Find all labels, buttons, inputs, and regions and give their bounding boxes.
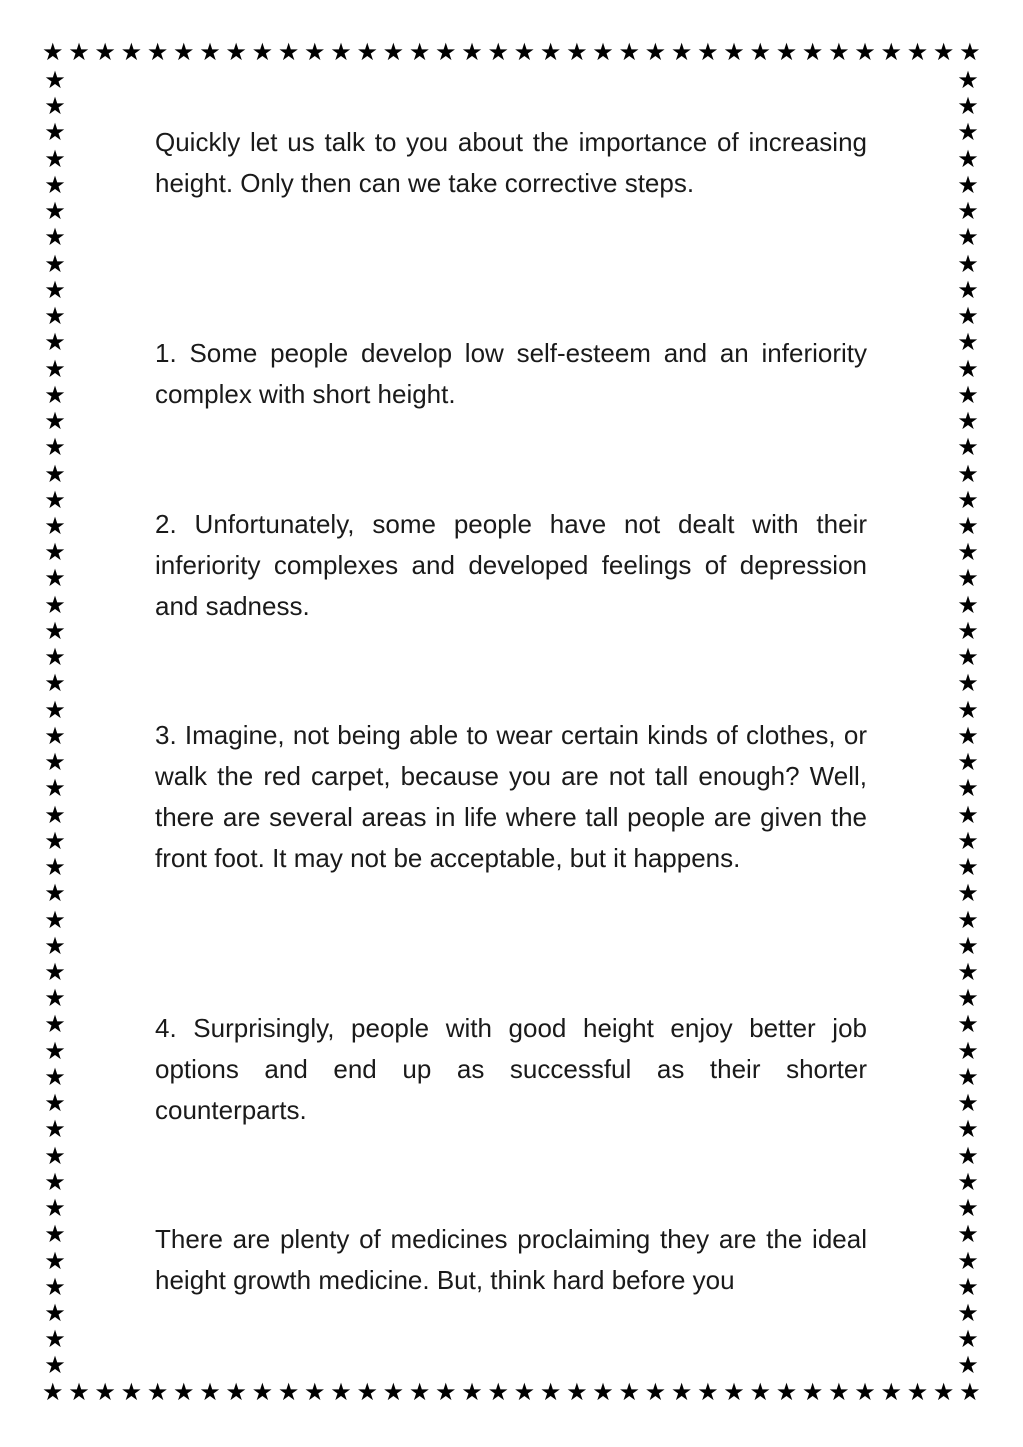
star-icon: ★: [44, 1246, 66, 1275]
star-icon: ★: [44, 485, 66, 514]
star-icon: ★: [408, 38, 431, 66]
star-icon: ★: [44, 957, 66, 986]
star-icon: ★: [957, 407, 979, 436]
star-icon: ★: [749, 38, 771, 66]
star-border-bottom: [42, 1380, 981, 1406]
star-icon: ★: [957, 905, 979, 934]
star-icon: ★: [957, 957, 979, 986]
star-icon: ★: [44, 249, 66, 278]
list-item-2: 2. Unfortunately, some people have not dealt with their inferiority complexes and developed feelings of depression and sadness.: [155, 509, 867, 621]
star-icon: ★: [44, 511, 66, 540]
star-icon: ★: [566, 38, 588, 66]
star-icon: ★: [44, 590, 66, 619]
star-border-top: [42, 40, 981, 66]
star-icon: ★: [146, 1378, 169, 1406]
star-icon: ★: [828, 1378, 850, 1406]
star-icon: ★: [957, 853, 979, 882]
star-icon: ★: [461, 1378, 483, 1406]
star-icon: ★: [225, 38, 247, 66]
star-icon: ★: [670, 1378, 693, 1406]
star-icon: ★: [957, 643, 979, 672]
star-icon: ★: [957, 826, 979, 855]
star-icon: ★: [801, 1378, 824, 1406]
star-icon: ★: [775, 38, 798, 66]
star-icon: ★: [44, 1036, 66, 1065]
star-icon: ★: [828, 38, 850, 66]
star-icon: ★: [42, 38, 64, 66]
star-icon: ★: [957, 1062, 979, 1091]
star-icon: ★: [68, 1378, 90, 1406]
star-icon: ★: [957, 669, 979, 698]
star-icon: ★: [304, 1378, 326, 1406]
star-icon: ★: [644, 1378, 667, 1406]
star-icon: ★: [957, 564, 979, 593]
star-icon: ★: [382, 1378, 405, 1406]
list-item-4: 4. Surprisingly, people with good height enjoy better job options and end up as successful as their shorter counterparts.: [155, 1013, 867, 1125]
star-icon: ★: [906, 38, 929, 66]
star-icon: ★: [44, 853, 66, 882]
star-icon: ★: [957, 1325, 979, 1354]
star-icon: ★: [330, 1378, 352, 1406]
star-icon: ★: [44, 721, 66, 750]
star-icon: ★: [44, 669, 66, 698]
star-icon: ★: [44, 774, 66, 803]
star-icon: ★: [957, 328, 979, 357]
star-icon: ★: [670, 38, 693, 66]
star-icon: ★: [957, 1351, 979, 1380]
star-icon: ★: [957, 879, 979, 908]
star-icon: ★: [957, 459, 979, 488]
star-icon: ★: [44, 643, 66, 672]
star-icon: ★: [957, 1299, 979, 1328]
star-icon: ★: [723, 1378, 745, 1406]
star-icon: ★: [44, 1325, 66, 1354]
star-icon: ★: [487, 1378, 509, 1406]
star-icon: ★: [382, 38, 405, 66]
star-icon: ★: [44, 433, 66, 462]
star-icon: ★: [44, 92, 66, 121]
star-icon: ★: [618, 1378, 640, 1406]
star-icon: ★: [44, 905, 66, 934]
star-icon: ★: [957, 511, 979, 540]
star-icon: ★: [697, 1378, 719, 1406]
star-icon: ★: [957, 354, 979, 383]
star-icon: ★: [94, 1378, 116, 1406]
star-icon: ★: [957, 931, 979, 960]
star-icon: ★: [44, 616, 66, 645]
star-icon: ★: [957, 275, 979, 304]
star-icon: ★: [957, 380, 979, 409]
star-icon: ★: [44, 223, 66, 252]
star-border-left: [42, 68, 68, 1378]
star-icon: ★: [44, 826, 66, 855]
star-icon: ★: [44, 328, 66, 357]
star-icon: ★: [173, 1378, 195, 1406]
star-icon: ★: [957, 1246, 979, 1275]
star-icon: ★: [957, 984, 979, 1013]
star-icon: ★: [539, 1378, 562, 1406]
star-icon: ★: [854, 1378, 876, 1406]
star-icon: ★: [44, 748, 66, 777]
star-icon: ★: [356, 1378, 378, 1406]
star-icon: ★: [44, 354, 66, 383]
star-icon: ★: [120, 1378, 143, 1406]
star-icon: ★: [957, 1194, 979, 1223]
star-icon: ★: [42, 1378, 64, 1406]
star-icon: ★: [44, 407, 66, 436]
star-icon: ★: [44, 1141, 66, 1170]
star-icon: ★: [906, 1378, 929, 1406]
star-icon: ★: [44, 1089, 66, 1118]
star-icon: ★: [957, 774, 979, 803]
star-icon: ★: [251, 1378, 274, 1406]
star-icon: ★: [932, 1378, 955, 1406]
star-icon: ★: [120, 38, 143, 66]
star-icon: ★: [957, 197, 979, 226]
star-icon: ★: [44, 1194, 66, 1223]
star-icon: ★: [932, 38, 955, 66]
star-icon: ★: [44, 879, 66, 908]
star-icon: ★: [146, 38, 169, 66]
star-icon: ★: [44, 1272, 66, 1301]
star-icon: ★: [749, 1378, 771, 1406]
star-icon: ★: [697, 38, 719, 66]
star-icon: ★: [775, 1378, 798, 1406]
star-icon: ★: [251, 38, 274, 66]
star-icon: ★: [225, 1378, 247, 1406]
star-icon: ★: [94, 38, 116, 66]
star-icon: ★: [304, 38, 326, 66]
star-icon: ★: [44, 197, 66, 226]
star-icon: ★: [957, 485, 979, 514]
star-icon: ★: [957, 1141, 979, 1170]
star-icon: ★: [957, 249, 979, 278]
star-icon: ★: [461, 38, 483, 66]
star-icon: ★: [957, 170, 979, 199]
star-icon: ★: [199, 1378, 221, 1406]
closing-paragraph: There are plenty of medicines proclaiming they are the ideal height growth medicine. But, think hard before you: [155, 1224, 867, 1295]
star-icon: ★: [487, 38, 509, 66]
star-icon: ★: [44, 1115, 66, 1144]
star-icon: ★: [435, 38, 457, 66]
list-item-3: 3. Imagine, not being able to wear certain kinds of clothes, or walk the red carpet, because you are not tall enough? Well, there are several areas in life where tall people are given the front foot. It may not be acceptable, but it happens.: [155, 720, 867, 873]
star-icon: ★: [277, 1378, 300, 1406]
star-icon: ★: [592, 38, 614, 66]
star-icon: ★: [957, 748, 979, 777]
star-icon: ★: [957, 433, 979, 462]
star-icon: ★: [356, 38, 378, 66]
star-icon: ★: [957, 66, 979, 94]
star-icon: ★: [173, 38, 195, 66]
star-icon: ★: [435, 1378, 457, 1406]
star-icon: ★: [880, 1378, 903, 1406]
star-icon: ★: [199, 38, 221, 66]
star-icon: ★: [44, 380, 66, 409]
star-icon: ★: [44, 984, 66, 1013]
star-icon: ★: [44, 66, 66, 94]
star-icon: ★: [513, 38, 536, 66]
star-icon: ★: [44, 1010, 66, 1039]
star-icon: ★: [44, 1351, 66, 1380]
star-icon: ★: [957, 118, 979, 147]
star-icon: ★: [44, 538, 66, 567]
star-icon: ★: [644, 38, 667, 66]
star-icon: ★: [44, 1167, 66, 1196]
star-icon: ★: [592, 1378, 614, 1406]
star-icon: ★: [44, 695, 66, 724]
star-icon: ★: [957, 616, 979, 645]
star-icon: ★: [68, 38, 90, 66]
star-icon: ★: [957, 302, 979, 331]
star-icon: ★: [566, 1378, 588, 1406]
star-icon: ★: [44, 931, 66, 960]
star-icon: ★: [957, 721, 979, 750]
star-icon: ★: [957, 1089, 979, 1118]
star-border-right: [955, 68, 981, 1378]
star-icon: ★: [44, 302, 66, 331]
star-icon: ★: [957, 695, 979, 724]
list-item-1: 1. Some people develop low self-esteem and an inferiority complex with short height.: [155, 338, 867, 409]
star-icon: ★: [957, 1036, 979, 1065]
star-icon: ★: [957, 223, 979, 252]
star-icon: ★: [44, 1220, 66, 1249]
star-icon: ★: [408, 1378, 431, 1406]
star-icon: ★: [513, 1378, 536, 1406]
star-icon: ★: [801, 38, 824, 66]
star-icon: ★: [277, 38, 300, 66]
star-icon: ★: [44, 170, 66, 199]
star-icon: ★: [957, 92, 979, 121]
star-icon: ★: [959, 1378, 981, 1406]
star-icon: ★: [957, 538, 979, 567]
star-icon: ★: [44, 459, 66, 488]
star-icon: ★: [44, 1299, 66, 1328]
star-icon: ★: [723, 38, 745, 66]
star-icon: ★: [957, 1010, 979, 1039]
intro-paragraph: Quickly let us talk to you about the importance of increasing height. Only then can we take corrective steps.: [155, 127, 867, 198]
star-icon: ★: [957, 1272, 979, 1301]
star-icon: ★: [957, 144, 979, 173]
star-icon: ★: [957, 590, 979, 619]
star-icon: ★: [957, 1115, 979, 1144]
star-icon: ★: [539, 38, 562, 66]
star-icon: ★: [618, 38, 640, 66]
star-icon: ★: [880, 38, 903, 66]
star-icon: ★: [44, 564, 66, 593]
star-icon: ★: [44, 800, 66, 829]
star-icon: ★: [854, 38, 876, 66]
star-icon: ★: [957, 1167, 979, 1196]
star-icon: ★: [330, 38, 352, 66]
star-icon: ★: [44, 144, 66, 173]
star-icon: ★: [957, 1220, 979, 1249]
star-icon: ★: [959, 38, 981, 66]
star-icon: ★: [44, 118, 66, 147]
star-icon: ★: [957, 800, 979, 829]
star-icon: ★: [44, 275, 66, 304]
star-icon: ★: [44, 1062, 66, 1091]
